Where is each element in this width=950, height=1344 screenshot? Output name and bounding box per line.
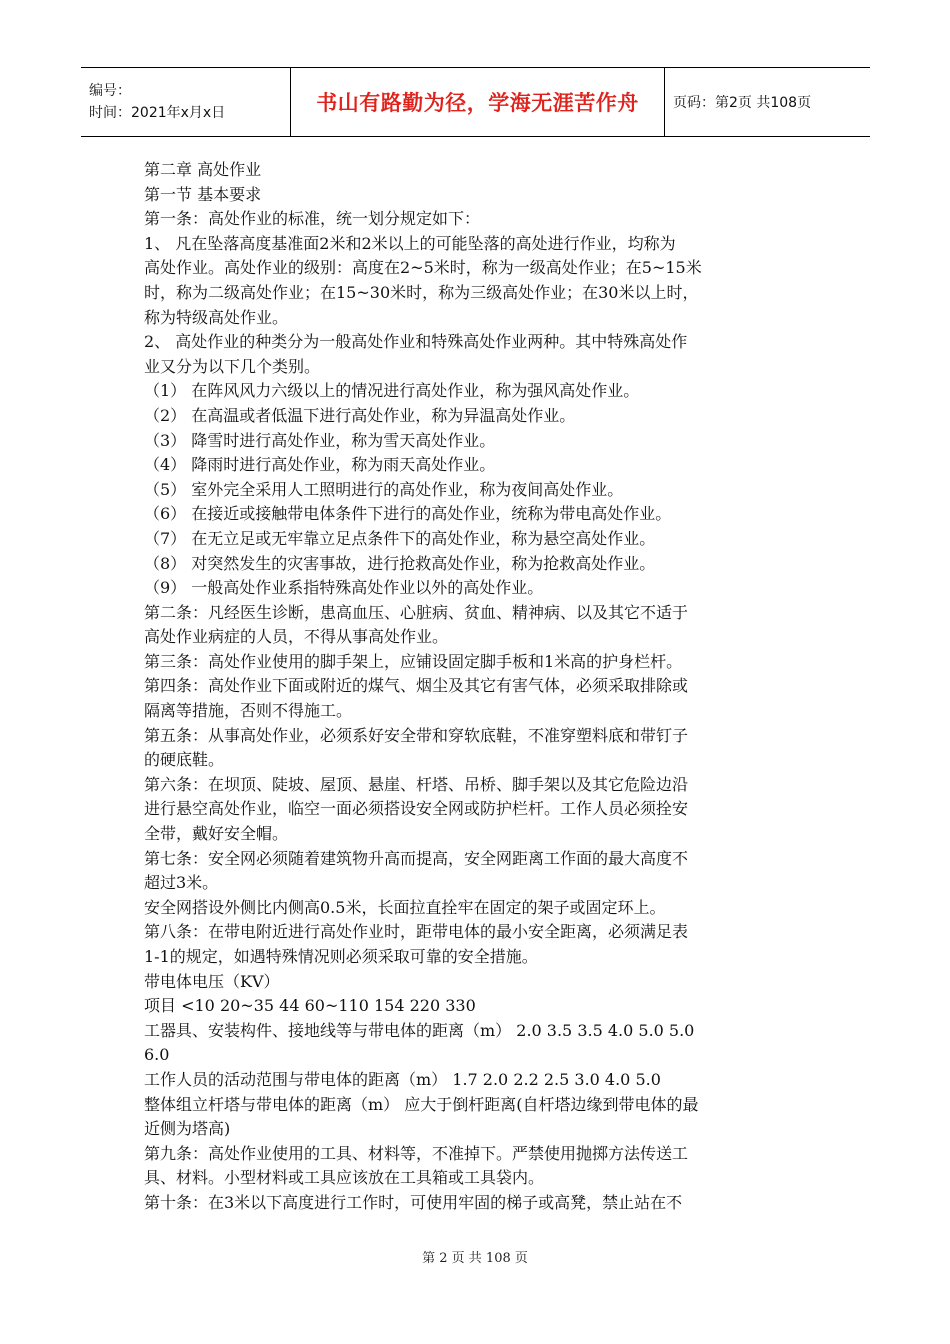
body-text-line: 第一条：高处作业的标准，统一划分规定如下：	[144, 209, 481, 229]
body-text-line: 2、 高处作业的种类分为一般高处作业和特殊高处作业两种。其中特殊高处作	[144, 332, 688, 352]
body-text-line: （5） 室外完全采用人工照明进行的高处作业，称为夜间高处作业。	[144, 479, 624, 499]
body-text-line: （2） 在高温或者低温下进行高处作业，称为异温高处作业。	[144, 405, 576, 425]
body-text-line: 隔离等措施，否则不得施工。	[144, 701, 353, 721]
body-text-line: 高处作业病症的人员，不得从事高处作业。	[144, 627, 449, 647]
body-text-line: 工器具、安装构件、接地线等与带电体的距离（m） 2.0 3.5 3.5 4.0 5.0 5.0	[144, 1020, 695, 1040]
body-text-line: 称为特级高处作业。	[144, 307, 289, 327]
body-text-line: （4） 降雨时进行高处作业，称为雨天高处作业。	[144, 455, 496, 475]
header-page-cell	[665, 68, 870, 136]
page-footer	[0, 1247, 950, 1266]
body-text-line: 安全网搭设外侧比内侧高0.5米，长面拉直拴牢在固定的架子或固定环上。	[144, 897, 666, 917]
body-text-line: 1-1的规定，如遇特殊情况则必须采取可靠的安全措施。	[144, 947, 538, 966]
serial-label: 编号：	[89, 83, 131, 99]
body-text-line: 具、材料。小型材料或工具应该放在工具箱或工具袋内。	[144, 1168, 545, 1188]
body-text-line: （8） 对突然发生的灾害事故，进行抢救高处作业，称为抢救高处作业。	[144, 553, 656, 573]
page-footer-text: 第 2 页 共 108 页	[422, 1251, 528, 1266]
body-text-line: 第六条：在坝顶、陡坡、屋顶、悬崖、杆塔、吊桥、脚手架以及其它危险边沿	[144, 774, 689, 794]
body-text-line: 第十条：在3米以下高度进行工作时，可使用牢固的梯子或高凳，禁止站在不	[144, 1192, 683, 1212]
body-text-line: （7） 在无立足或无牢靠立足点条件下的高处作业，称为悬空高处作业。	[144, 528, 656, 548]
body-text-line: 工作人员的活动范围与带电体的距离（m） 1.7 2.0 2.2 2.5 3.0 4.0 5.0	[144, 1069, 661, 1089]
body-text-line: 第二条：凡经医生诊断，患高血压、心脏病、贫血、精神病、以及其它不适于	[144, 602, 689, 622]
body-text-line: 时，称为二级高处作业；在15~30米时，称为三级高处作业；在30米以上时，	[144, 282, 699, 302]
page-info: 页码：第2页 共108页	[673, 95, 812, 111]
body-text-line: （9） 一般高处作业系指特殊高处作业以外的高处作业。	[144, 578, 544, 598]
body-text-line: 进行悬空高处作业，临空一面必须搭设安全网或防护栏杆。工作人员必须拴安	[144, 799, 689, 819]
body-text-line: 超过3米。	[144, 873, 219, 893]
body-text-line: 整体组立杆塔与带电体的距离（m） 应大于倒杆距离(自杆塔边缘到带电体的最	[144, 1094, 699, 1114]
body-text-line: 第七条：安全网必须随着建筑物升高而提高，安全网距离工作面的最大高度不	[144, 848, 689, 868]
body-text-line: 近侧为塔高)	[144, 1119, 231, 1139]
document-header	[81, 67, 870, 137]
body-text-line: 第五条：从事高处作业，必须系好安全带和穿软底鞋，不准穿塑料底和带钉子	[144, 725, 689, 745]
body-text-line: 全带，戴好安全帽。	[144, 824, 289, 844]
body-text-line: 的硬底鞋。	[144, 750, 225, 770]
date-label: 时间：2021年x月x日	[89, 105, 226, 121]
body-text-line: 第四条：高处作业下面或附近的煤气、烟尘及其它有害气体，必须采取排除或	[144, 676, 689, 696]
body-text-line: 第九条：高处作业使用的工具、材料等，不准掉下。严禁使用抛掷方法传送工	[144, 1143, 689, 1163]
body-text-line: （1） 在阵风风力六级以上的情况进行高处作业，称为强风高处作业。	[144, 381, 640, 401]
body-text-line: 项目 <10 20~35 44 60~110 154 220 330	[144, 996, 476, 1016]
body-text-line: 第三条：高处作业使用的脚手架上，应铺设固定脚手板和1米高的护身栏杆。	[144, 651, 683, 671]
body-text-line: 业又分为以下几个类别。	[144, 356, 321, 376]
body-text-line: 第一节 基本要求	[144, 184, 262, 204]
motto-text: 书山有路勤为径，学海无涯苦作舟	[316, 91, 639, 115]
header-motto-cell	[291, 68, 665, 136]
header-meta-cell	[81, 68, 291, 136]
body-text-line: （6） 在接近或接触带电体条件下进行的高处作业，统称为带电高处作业。	[144, 504, 672, 524]
body-text-line: 第八条：在带电附近进行高处作业时，距带电体的最小安全距离，必须满足表	[144, 922, 689, 942]
body-text-line: 带电体电压（KV）	[144, 971, 280, 991]
body-text-line: 1、 凡在坠落高度基准面2米和2米以上的可能坠落的高处进行作业，均称为	[144, 233, 676, 253]
document-body	[144, 158, 808, 1216]
body-text-line: （3） 降雪时进行高处作业，称为雪天高处作业。	[144, 430, 496, 450]
body-text-line: 6.0	[144, 1045, 170, 1065]
body-text-line: 高处作业。高处作业的级别：高度在2~5米时，称为一级高处作业；在5~15米	[144, 258, 702, 278]
body-text-line: 第二章 高处作业	[144, 160, 262, 179]
